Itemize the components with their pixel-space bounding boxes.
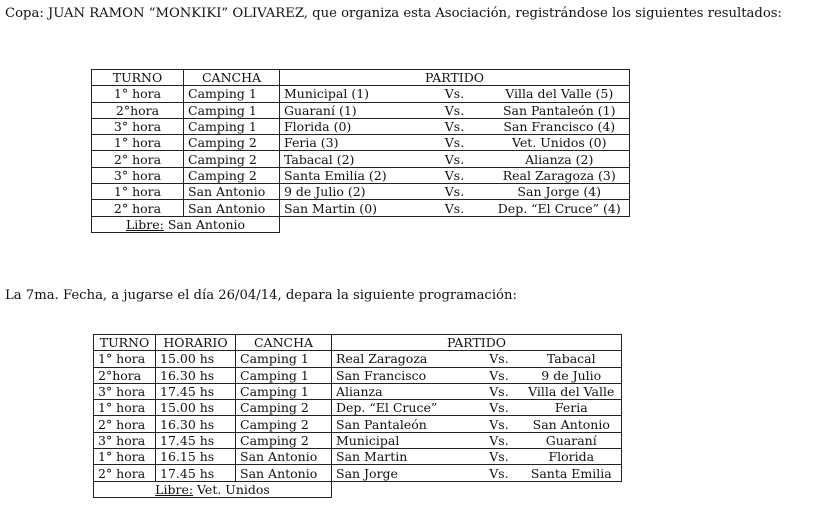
table-row [92,151,630,167]
away-team-cell: San Jorge (4) [490,184,630,200]
header-cancha: CANCHA [236,335,332,351]
vs-cell: Vs. [477,465,522,481]
cancha-cell: San Antonio [236,465,332,481]
cancha-cell: Camping 2 [236,416,332,432]
intro-paragraph: Copa: JUAN RAMON “MONKIKI” OLIVAREZ, que organiza esta Asociación, registrándose los siguientes resultados: [5,6,782,21]
vs-cell: Vs. [420,167,490,183]
table-row [92,167,630,183]
turno-cell: 3° hora [92,167,184,183]
home-team-cell: San Jorge [332,465,477,481]
cancha-cell: Camping 1 [236,367,332,383]
header-cancha: CANCHA [184,70,280,86]
table-row [92,102,630,118]
vs-cell: Vs. [477,400,522,416]
home-team-cell: Florida (0) [280,118,420,134]
libre-empty [332,481,622,497]
libre-value: San Antonio [167,216,246,232]
away-team-cell: Alianza (2) [490,151,630,167]
turno-cell: 3° hora [94,432,156,448]
turno-cell: 2° hora [92,200,184,216]
vs-cell: Vs. [477,432,522,448]
header-partido: PARTIDO [280,70,630,86]
horario-cell: 17.45 hs [156,383,236,399]
libre-empty [280,216,630,232]
vs-cell: Vs. [420,184,490,200]
away-team-cell: Florida [522,449,622,465]
libre-label: Libre: [125,216,164,232]
header-horario: HORARIO [156,335,236,351]
results-libre-row [92,216,630,232]
turno-cell: 3° hora [94,383,156,399]
away-team-cell: San Antonio [522,416,622,432]
turno-cell: 2° hora [92,151,184,167]
horario-cell: 16.30 hs [156,367,236,383]
table-row [92,184,630,200]
turno-cell: 1° hora [92,184,184,200]
schedule-header-row [94,335,622,351]
table-row [92,200,630,216]
turno-cell: 1° hora [94,351,156,367]
header-turno: TURNO [94,335,156,351]
libre-cell [94,481,332,497]
turno-cell: 3° hora [92,118,184,134]
cancha-cell: Camping 1 [236,383,332,399]
home-team-cell: San Martin [332,449,477,465]
home-team-cell: San Francisco [332,367,477,383]
vs-cell: Vs. [477,416,522,432]
vs-cell: Vs. [420,151,490,167]
horario-cell: 16.30 hs [156,416,236,432]
results-table-body [92,86,630,216]
home-team-cell: Tabacal (2) [280,151,420,167]
home-team-cell: 9 de Julio (2) [280,184,420,200]
vs-cell: Vs. [477,449,522,465]
horario-cell: 17.45 hs [156,465,236,481]
header-turno: TURNO [92,70,184,86]
turno-cell: 1° hora [94,449,156,465]
home-team-cell: Municipal (1) [280,86,420,102]
turno-cell: 2° hora [94,465,156,481]
home-team-cell: Santa Emilia (2) [280,167,420,183]
cancha-cell: San Antonio [184,184,280,200]
turno-cell: 1° hora [92,135,184,151]
cancha-cell: Camping 1 [184,118,280,134]
home-team-cell: San Martin (0) [280,200,420,216]
table-row [94,383,622,399]
away-team-cell: Villa del Valle (5) [490,86,630,102]
away-team-cell: 9 de Julio [522,367,622,383]
cancha-cell: Camping 2 [236,400,332,416]
vs-cell: Vs. [420,135,490,151]
vs-cell: Vs. [477,351,522,367]
home-team-cell: Municipal [332,432,477,448]
vs-cell: Vs. [420,86,490,102]
libre-cell [92,216,280,232]
table-row [94,465,622,481]
table-row [94,432,622,448]
table-row [94,400,622,416]
vs-cell: Vs. [477,367,522,383]
table-row [94,416,622,432]
cancha-cell: San Antonio [184,200,280,216]
home-team-cell: Real Zaragoza [332,351,477,367]
home-team-cell: Feria (3) [280,135,420,151]
horario-cell: 16.15 hs [156,449,236,465]
cancha-cell: San Antonio [236,449,332,465]
results-header-row [92,70,630,86]
schedule-libre-row [94,481,622,497]
away-team-cell: Vet. Unidos (0) [490,135,630,151]
away-team-cell: Guaraní [522,432,622,448]
table-row [94,367,622,383]
home-team-cell: Guaraní (1) [280,102,420,118]
cancha-cell: Camping 1 [236,351,332,367]
vs-cell: Vs. [420,118,490,134]
libre-label: Libre: [155,481,194,497]
cancha-cell: Camping 2 [236,432,332,448]
schedule-paragraph: La 7ma. Fecha, a jugarse el día 26/04/14, depara la siguiente programación: [5,288,517,303]
away-team-cell: Tabacal [522,351,622,367]
horario-cell: 15.00 hs [156,351,236,367]
home-team-cell: Alianza [332,383,477,399]
schedule-table [93,334,622,498]
cancha-cell: Camping 2 [184,135,280,151]
vs-cell: Vs. [420,200,490,216]
horario-cell: 17.45 hs [156,432,236,448]
table-row [92,135,630,151]
vs-cell: Vs. [477,383,522,399]
home-team-cell: San Pantaleón [332,416,477,432]
vs-cell: Vs. [420,102,490,118]
turno-cell: 1° hora [94,400,156,416]
turno-cell: 2°hora [94,367,156,383]
away-team-cell: Feria [522,400,622,416]
cancha-cell: Camping 1 [184,102,280,118]
turno-cell: 2° hora [94,416,156,432]
table-row [92,118,630,134]
cancha-cell: Camping 1 [184,86,280,102]
table-row [94,449,622,465]
schedule-table-body [94,351,622,481]
away-team-cell: Villa del Valle [522,383,622,399]
turno-cell: 2°hora [92,102,184,118]
horario-cell: 15.00 hs [156,400,236,416]
results-table [91,69,630,233]
cancha-cell: Camping 2 [184,167,280,183]
home-team-cell: Dep. “El Cruce” [332,400,477,416]
header-partido: PARTIDO [332,335,622,351]
away-team-cell: Real Zaragoza (3) [490,167,630,183]
turno-cell: 1° hora [92,86,184,102]
libre-value: Vet. Unidos [197,481,270,497]
away-team-cell: San Pantaleón (1) [490,102,630,118]
away-team-cell: San Francisco (4) [490,118,630,134]
cancha-cell: Camping 2 [184,151,280,167]
away-team-cell: Dep. “El Cruce” (4) [490,200,630,216]
table-row [94,351,622,367]
table-row [92,86,630,102]
away-team-cell: Santa Emilia [522,465,622,481]
